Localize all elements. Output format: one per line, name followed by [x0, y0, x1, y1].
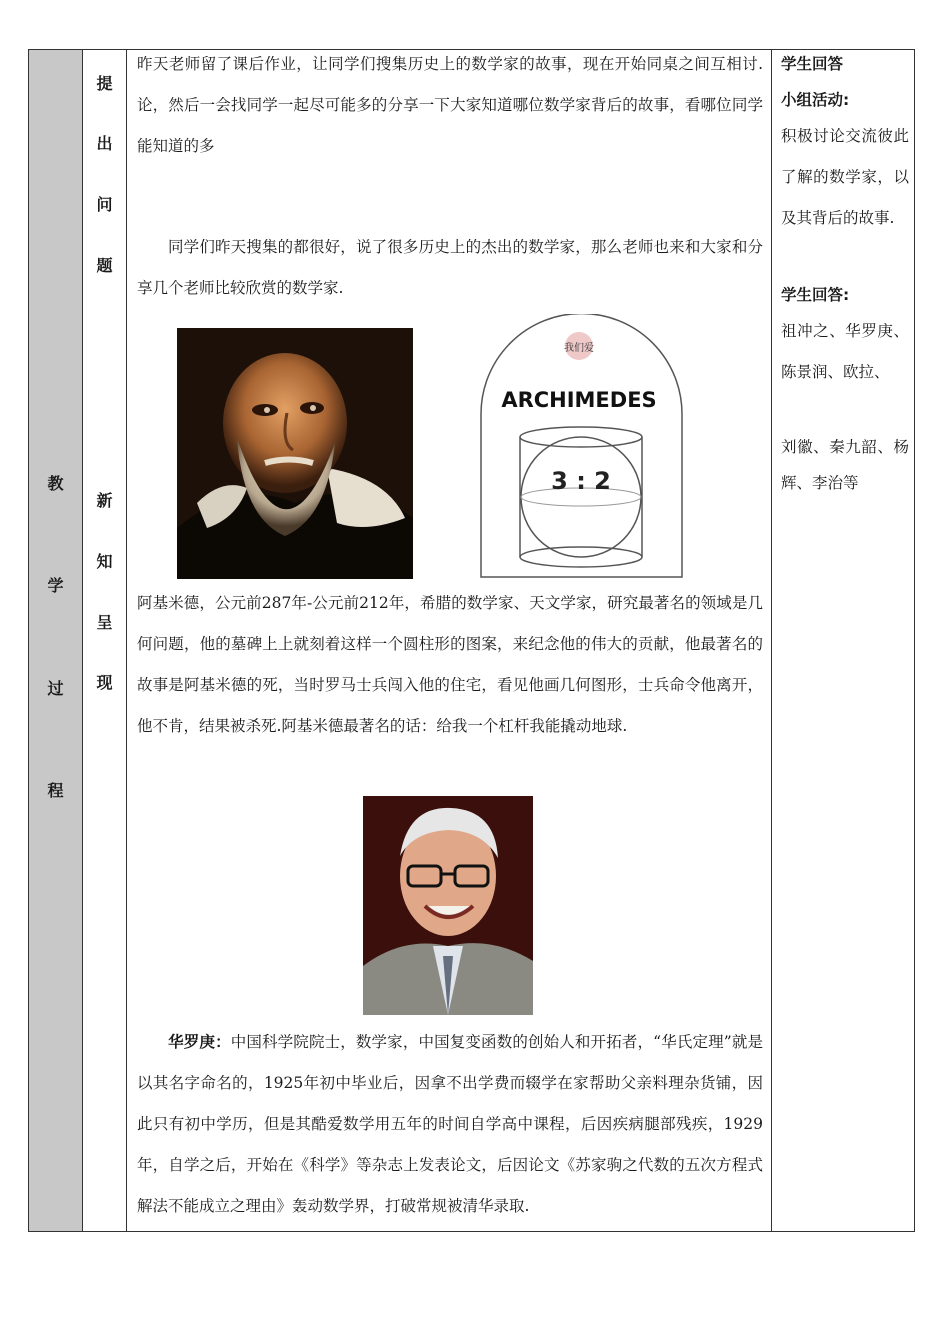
tombstone-title: ARCHIMEDES: [501, 388, 657, 412]
stage-char: 知: [96, 552, 113, 571]
hua-luogeng-name: 华罗庚：: [168, 1033, 231, 1051]
stage-column: [83, 50, 127, 1231]
section-char: 程: [47, 781, 64, 800]
lesson-table: [28, 49, 915, 1232]
section-char: 教: [47, 474, 64, 493]
section-column: [29, 50, 83, 1231]
group-activity-text: 积极讨论交流彼此了解的数学家，以及其背后的故事.: [781, 127, 909, 227]
mathematician-list: 祖冲之、华罗庚、陈景润、欧拉、: [781, 322, 909, 381]
hua-luogeng-portrait-image: [363, 796, 533, 1015]
content-column: [127, 50, 772, 1231]
ratio-label: 3 : 2: [551, 467, 611, 495]
galileo-portrait-image: [177, 328, 413, 579]
mathematician-list-2: 刘徽、秦九韶、杨辉、李治等: [781, 438, 909, 492]
hua-luogeng-body: 中国科学院院士，数学家，中国复变函数的创始人和开拓者，“华氏定理”就是以其名字命名的，1925年初中毕业后，因拿不出学费而辍学在家帮助父亲料理杂货铺，因此只有初中学历，但是其酷爱数学用五年的时间自学高中课程，后因疾病腿部残疾，1929年，自学之后，开始在《科学》等杂志上发表论文，后因论文《苏家驹之代数的五次方程式解法不能成立之理由》轰动数学界，打破常规被清华录取.: [137, 1033, 763, 1215]
stage-char: 题: [96, 256, 113, 275]
stage-char: 新: [96, 491, 113, 510]
stage-char: 呈: [96, 613, 113, 632]
section-char: 过: [47, 679, 64, 698]
homework-paragraph: 昨天老师留了课后作业，让同学们搜集历史上的数学家的故事，现在开始同桌之间互相讨.论，然后一会找同学一起尽可能多的分享一下大家知道哪位数学家背后的故事，看哪位同学能知道的多: [137, 55, 763, 155]
stage-char: 现: [96, 673, 113, 692]
student-answer-heading-2: 学生回答:: [781, 286, 850, 304]
archimedes-paragraph: 阿基米德，公元前287年-公元前212年，希腊的数学家、天文学家，研究最著名的领域是几何问题，他的墓碑上上就刻着这样一个圆柱形的图案，来纪念他的伟大的贡献，他最著名的故事是阿基米德的死，当时罗马士兵闯入他的住宅，看见他画几何图形，士兵命令他离开，他不肯，结果被杀死.阿基米德最著名的话：给我一个杠杆我能撬动地球.: [137, 594, 763, 735]
seal-text: 我们爱: [564, 343, 594, 354]
stage-char: 问: [96, 195, 113, 214]
group-activity-heading: 小组活动:: [781, 91, 850, 109]
section-char: 学: [47, 576, 64, 595]
student-column: [772, 50, 914, 1231]
stage-char: 出: [96, 134, 113, 153]
hua-luogeng-paragraph: [137, 1022, 763, 1227]
student-answer-heading: 学生回答: [781, 55, 844, 73]
stage-char: 提: [96, 74, 113, 93]
intro-paragraph: 同学们昨天搜集的都很好，说了很多历史上的杰出的数学家，那么老师也来和大家和分享几个老师比较欣赏的数学家.: [137, 238, 763, 297]
archimedes-tombstone-image: [479, 314, 684, 579]
